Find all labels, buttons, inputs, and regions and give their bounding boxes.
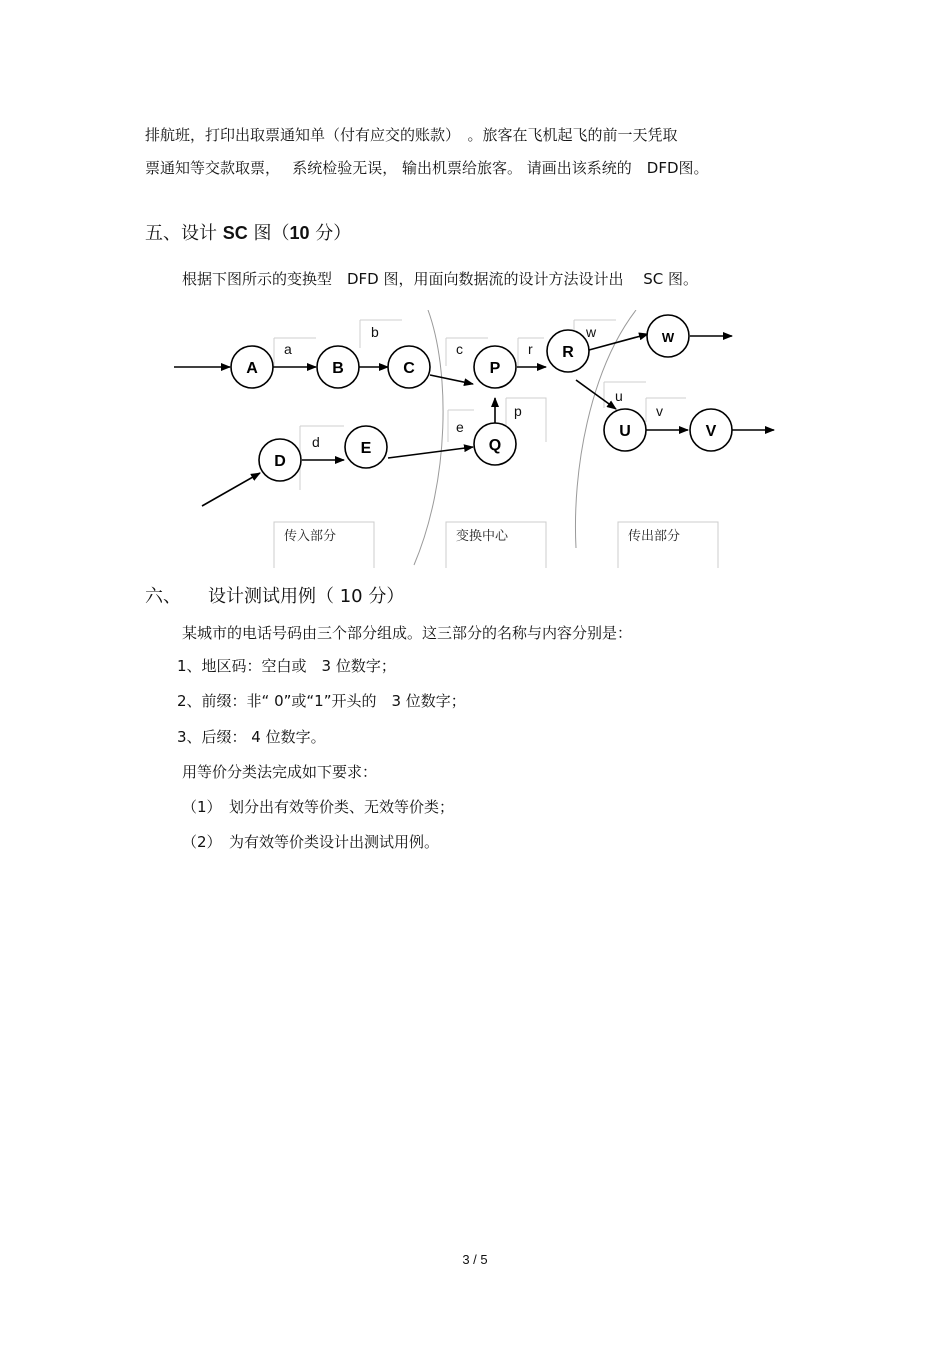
section6-line-3: 2、前缀：非“ 0”或“1”开头的 3 位数字；	[177, 692, 466, 710]
intro-line-2: 票通知等交款取票， 系统检验无误， 输出机票给旅客。 请画出该系统的 DFD图。	[145, 159, 709, 177]
section5-title-prefix: 五、设计	[145, 223, 223, 244]
flow-label-d: d	[312, 434, 320, 450]
flow-label-a: a	[284, 341, 292, 357]
node-a-label: A	[246, 360, 258, 377]
node-c-label: C	[403, 360, 415, 377]
node-v-label: V	[705, 423, 717, 440]
node-u-label: U	[619, 423, 631, 440]
section5-title	[145, 219, 351, 245]
section6-line-7: （2） 为有效等价类设计出测试用例。	[182, 833, 440, 851]
node-q-label: Q	[488, 437, 502, 454]
section5-title-score: 10	[289, 223, 310, 243]
node-w-label: W	[661, 330, 675, 345]
section6-line-4: 3、后缀： 4 位数字。	[177, 728, 326, 746]
region-label-input: 传入部分	[284, 529, 337, 544]
region-label-output: 传出部分	[628, 529, 681, 544]
intro-line-1: 排航班，打印出取票通知单（付有应交的账款） 。旅客在飞机起飞的前一天凭取	[145, 126, 678, 144]
section6-line-2: 1、地区码：空白或 3 位数字；	[177, 657, 396, 675]
flow-label-u: u	[615, 388, 623, 404]
section5-title-bold: SC	[222, 223, 248, 243]
flow-label-b: b	[371, 324, 379, 340]
node-p-label: P	[489, 360, 501, 377]
flow-label-w: w	[586, 324, 597, 340]
dfd-diagram	[160, 310, 800, 572]
flow-label-c: c	[456, 341, 463, 357]
page-number: 3 / 5	[462, 1252, 488, 1267]
flow-label-r: r	[528, 341, 533, 357]
node-d-label: D	[274, 453, 286, 470]
node-b-label: B	[332, 360, 344, 377]
section5-text: 根据下图所示的变换型 DFD 图，用面向数据流的设计方法设计出 SC 图。	[182, 270, 699, 288]
section5-title-suffix: 分）	[309, 223, 352, 244]
region-label-transform: 变换中心	[456, 529, 509, 544]
section6-line-6: （1） 划分出有效等价类、无效等价类；	[182, 798, 455, 816]
flow-label-v: v	[656, 403, 663, 419]
section5-title-mid: 图（	[247, 223, 290, 244]
section6-title: 六、 设计测试用例（ 10 分）	[145, 586, 405, 607]
node-r-label: R	[562, 344, 574, 361]
section6-line-1: 某城市的电话号码由三个部分组成。这三部分的名称与内容分别是：	[182, 624, 633, 642]
node-e-label: E	[360, 440, 372, 457]
flow-label-e: e	[456, 419, 464, 435]
flow-label-p: p	[514, 403, 522, 419]
section6-line-5: 用等价分类法完成如下要求：	[182, 763, 378, 781]
